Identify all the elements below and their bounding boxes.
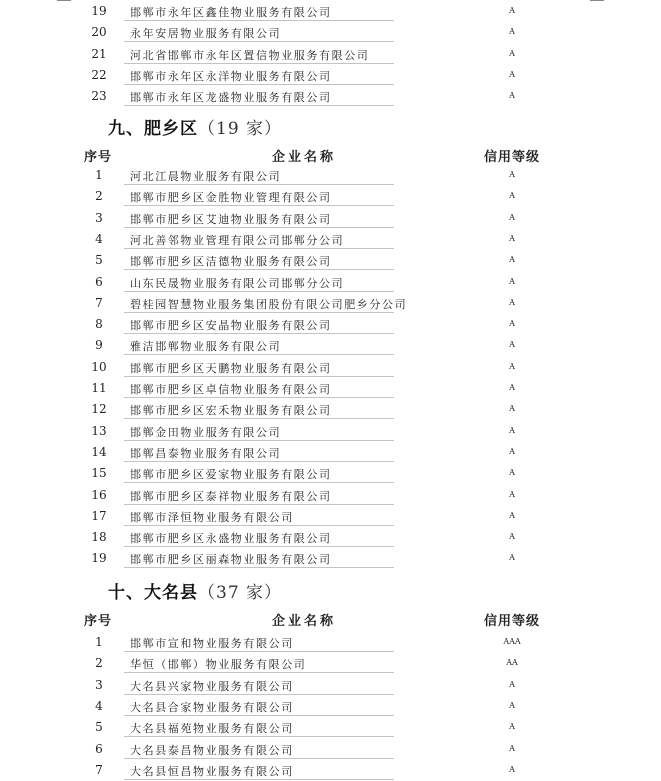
row-number: 4 <box>95 698 103 713</box>
table-row <box>0 1 661 22</box>
row-underline <box>124 672 394 673</box>
company-name: 河北江晨物业服务有限公司 <box>130 170 282 183</box>
credit-grade: A <box>509 91 515 101</box>
row-number: 7 <box>95 762 103 777</box>
row-number: 2 <box>95 656 103 671</box>
company-name: 邯郸市肥乡区安晶物业服务有限公司 <box>130 319 332 333</box>
row-number: 4 <box>95 231 103 246</box>
credit-grade: A <box>509 532 515 542</box>
row-underline <box>124 779 394 780</box>
company-name: 邯郸市肥乡区天鹏物业服务有限公司 <box>130 361 332 375</box>
table-row <box>0 378 661 399</box>
credit-grade: A <box>509 700 515 710</box>
row-underline <box>124 736 394 737</box>
company-name: 邯郸市泽恒物业服务有限公司 <box>130 510 294 524</box>
row-number: 19 <box>91 551 107 566</box>
company-name: 邯郸市肥乡区艾迪物业服务有限公司 <box>130 212 332 226</box>
row-underline <box>124 84 394 85</box>
table-row <box>0 208 661 229</box>
credit-grade: A <box>509 191 515 201</box>
company-name: 邯郸市永年区永洋物业服务有限公司 <box>130 69 332 83</box>
credit-grade: A <box>509 404 515 414</box>
row-underline <box>124 440 394 441</box>
row-underline <box>124 461 394 462</box>
company-name: 大名县兴家物业服务有限公司 <box>130 679 294 693</box>
row-underline <box>124 694 394 695</box>
company-name: 永年安居物业服务有限公司 <box>130 27 282 41</box>
credit-grade: A <box>509 319 515 329</box>
row-number: 5 <box>95 253 103 268</box>
credit-grade: A <box>509 679 515 689</box>
table-row <box>0 293 661 314</box>
credit-grade: A <box>509 553 515 563</box>
credit-grade: A <box>509 425 515 435</box>
row-number: 12 <box>91 402 107 417</box>
credit-grade: A <box>509 468 515 478</box>
table-row <box>0 314 661 335</box>
company-name: 邯郸市永年区鑫佳物业服务有限公司 <box>130 6 332 19</box>
section-name: 九、肥乡区 <box>108 119 198 139</box>
row-number: 19 <box>91 4 107 18</box>
row-underline <box>124 105 394 106</box>
table-row <box>0 186 661 207</box>
table-row <box>0 739 661 760</box>
section-title <box>108 578 282 603</box>
row-number: 1 <box>95 168 103 182</box>
header-grade: 信用等级 <box>484 150 541 165</box>
table-row <box>0 485 661 506</box>
row-underline <box>124 312 394 313</box>
row-underline <box>124 291 394 292</box>
row-number: 11 <box>91 381 107 395</box>
row-underline <box>124 227 394 228</box>
row-underline <box>124 758 394 759</box>
table-row <box>0 527 661 548</box>
row-underline <box>124 269 394 270</box>
table-row <box>0 65 661 86</box>
row-underline <box>124 397 394 398</box>
company-name: 大名县恒昌物业服务有限公司 <box>130 764 294 778</box>
header-company: 企业名称 <box>272 614 337 629</box>
company-name: 邯郸市肥乡区丽森物业服务有限公司 <box>130 553 332 567</box>
table-row <box>0 250 661 271</box>
section-title <box>108 114 282 139</box>
company-name: 邯郸市永年区龙盛物业服务有限公司 <box>130 91 332 105</box>
header-grade: 信用等级 <box>484 614 541 629</box>
row-underline <box>124 546 394 547</box>
credit-grade: AAA <box>503 637 521 646</box>
company-name: 邯郸昌泰物业服务有限公司 <box>130 446 282 460</box>
table-row <box>0 357 661 378</box>
company-name: 邯郸市肥乡区金胜物业管理有限公司 <box>130 191 332 205</box>
row-number: 20 <box>91 25 107 40</box>
row-number: 3 <box>95 677 103 692</box>
row-underline <box>124 715 394 716</box>
table-header <box>0 608 661 630</box>
row-underline <box>124 504 394 505</box>
company-name: 邯郸市肥乡区宏禾物业服务有限公司 <box>130 404 332 418</box>
row-underline <box>124 184 394 185</box>
credit-grade: A <box>509 255 515 265</box>
table-row <box>0 22 661 43</box>
table-row <box>0 463 661 484</box>
table-row <box>0 632 661 653</box>
credit-grade: A <box>509 446 515 456</box>
row-underline <box>124 482 394 483</box>
row-underline <box>124 418 394 419</box>
company-name: 河北善邻物业管理有限公司邯郸分公司 <box>130 233 345 247</box>
company-name: 山东民晟物业服务有限公司邯郸分公司 <box>130 276 345 290</box>
table-row <box>0 548 661 569</box>
row-underline <box>124 63 394 64</box>
row-number: 16 <box>91 487 107 502</box>
credit-grade: A <box>509 489 515 499</box>
credit-grade: AA <box>506 658 518 668</box>
credit-grade: A <box>509 6 515 15</box>
table-row <box>0 86 661 107</box>
credit-grade: A <box>509 212 515 222</box>
table-row <box>0 229 661 250</box>
row-underline <box>124 333 394 334</box>
company-name: 邯郸市宣和物业服务有限公司 <box>130 637 294 650</box>
row-underline <box>124 41 394 42</box>
row-underline <box>124 525 394 526</box>
row-number: 17 <box>91 508 107 523</box>
row-number: 6 <box>95 741 103 756</box>
row-number: 14 <box>91 444 107 459</box>
row-underline <box>124 376 394 377</box>
credit-grade: A <box>509 297 515 307</box>
table-row <box>0 717 661 738</box>
row-number: 23 <box>91 89 107 104</box>
row-number: 1 <box>95 635 103 649</box>
company-name: 碧桂园智慧物业服务集团股份有限公司肥乡分公司 <box>130 297 408 311</box>
credit-grade: A <box>509 27 515 37</box>
table-row <box>0 442 661 463</box>
header-number: 序号 <box>84 614 113 629</box>
row-number: 5 <box>95 720 103 735</box>
table-row <box>0 165 661 186</box>
row-number: 10 <box>91 359 107 374</box>
company-name: 邯郸市肥乡区永盛物业服务有限公司 <box>130 532 332 546</box>
table-row <box>0 399 661 420</box>
header-company: 企业名称 <box>272 150 337 165</box>
row-number: 21 <box>91 46 107 61</box>
row-number: 7 <box>95 295 103 310</box>
row-underline <box>124 354 394 355</box>
row-underline <box>124 651 394 652</box>
section-count: （37 家） <box>198 583 283 603</box>
credit-grade: A <box>509 340 515 350</box>
table-row <box>0 44 661 65</box>
table-row <box>0 506 661 527</box>
row-number: 2 <box>95 189 103 204</box>
row-number: 3 <box>95 210 103 225</box>
company-name: 华恒（邯郸）物业服务有限公司 <box>130 658 307 672</box>
table-row <box>0 335 661 356</box>
section-name: 十、大名县 <box>108 583 198 603</box>
company-name: 河北省邯郸市永年区置信物业服务有限公司 <box>130 48 370 62</box>
credit-grade: A <box>509 743 515 753</box>
company-name: 大名县福苑物业服务有限公司 <box>130 722 294 736</box>
company-name: 雅洁邯郸物业服务有限公司 <box>130 340 282 354</box>
row-number: 18 <box>91 530 107 545</box>
row-number: 22 <box>91 67 107 82</box>
company-name: 邯郸金田物业服务有限公司 <box>130 425 282 439</box>
credit-grade: A <box>509 361 515 371</box>
credit-grade: A <box>509 170 515 179</box>
table-row <box>0 653 661 674</box>
row-number: 6 <box>95 274 103 289</box>
header-number: 序号 <box>84 150 113 165</box>
row-number: 9 <box>95 338 103 353</box>
company-name: 大名县泰昌物业服务有限公司 <box>130 743 294 757</box>
section-count: （19 家） <box>198 119 283 139</box>
row-underline <box>124 205 394 206</box>
credit-grade: A <box>509 510 515 520</box>
credit-grade: A <box>509 722 515 732</box>
row-number: 13 <box>91 423 107 438</box>
credit-grade: A <box>509 383 515 392</box>
company-name: 邯郸市肥乡区泰祥物业服务有限公司 <box>130 489 332 503</box>
credit-grade: A <box>509 69 515 79</box>
row-underline <box>124 20 394 21</box>
company-name: 邯郸市肥乡区爱家物业服务有限公司 <box>130 468 332 482</box>
company-name: 大名县合家物业服务有限公司 <box>130 700 294 714</box>
row-underline <box>124 248 394 249</box>
table-row <box>0 675 661 696</box>
table-row <box>0 421 661 442</box>
row-number: 15 <box>91 466 107 481</box>
table-row <box>0 696 661 717</box>
company-name: 邯郸市肥乡区卓信物业服务有限公司 <box>130 383 332 396</box>
credit-grade: A <box>509 276 515 286</box>
row-number: 8 <box>95 317 103 332</box>
credit-grade: A <box>509 764 515 774</box>
credit-grade: A <box>509 48 515 58</box>
table-row <box>0 272 661 293</box>
row-underline <box>124 567 394 568</box>
company-name: 邯郸市肥乡区洁德物业服务有限公司 <box>130 255 332 269</box>
credit-grade: A <box>509 233 515 243</box>
table-header <box>0 144 661 166</box>
